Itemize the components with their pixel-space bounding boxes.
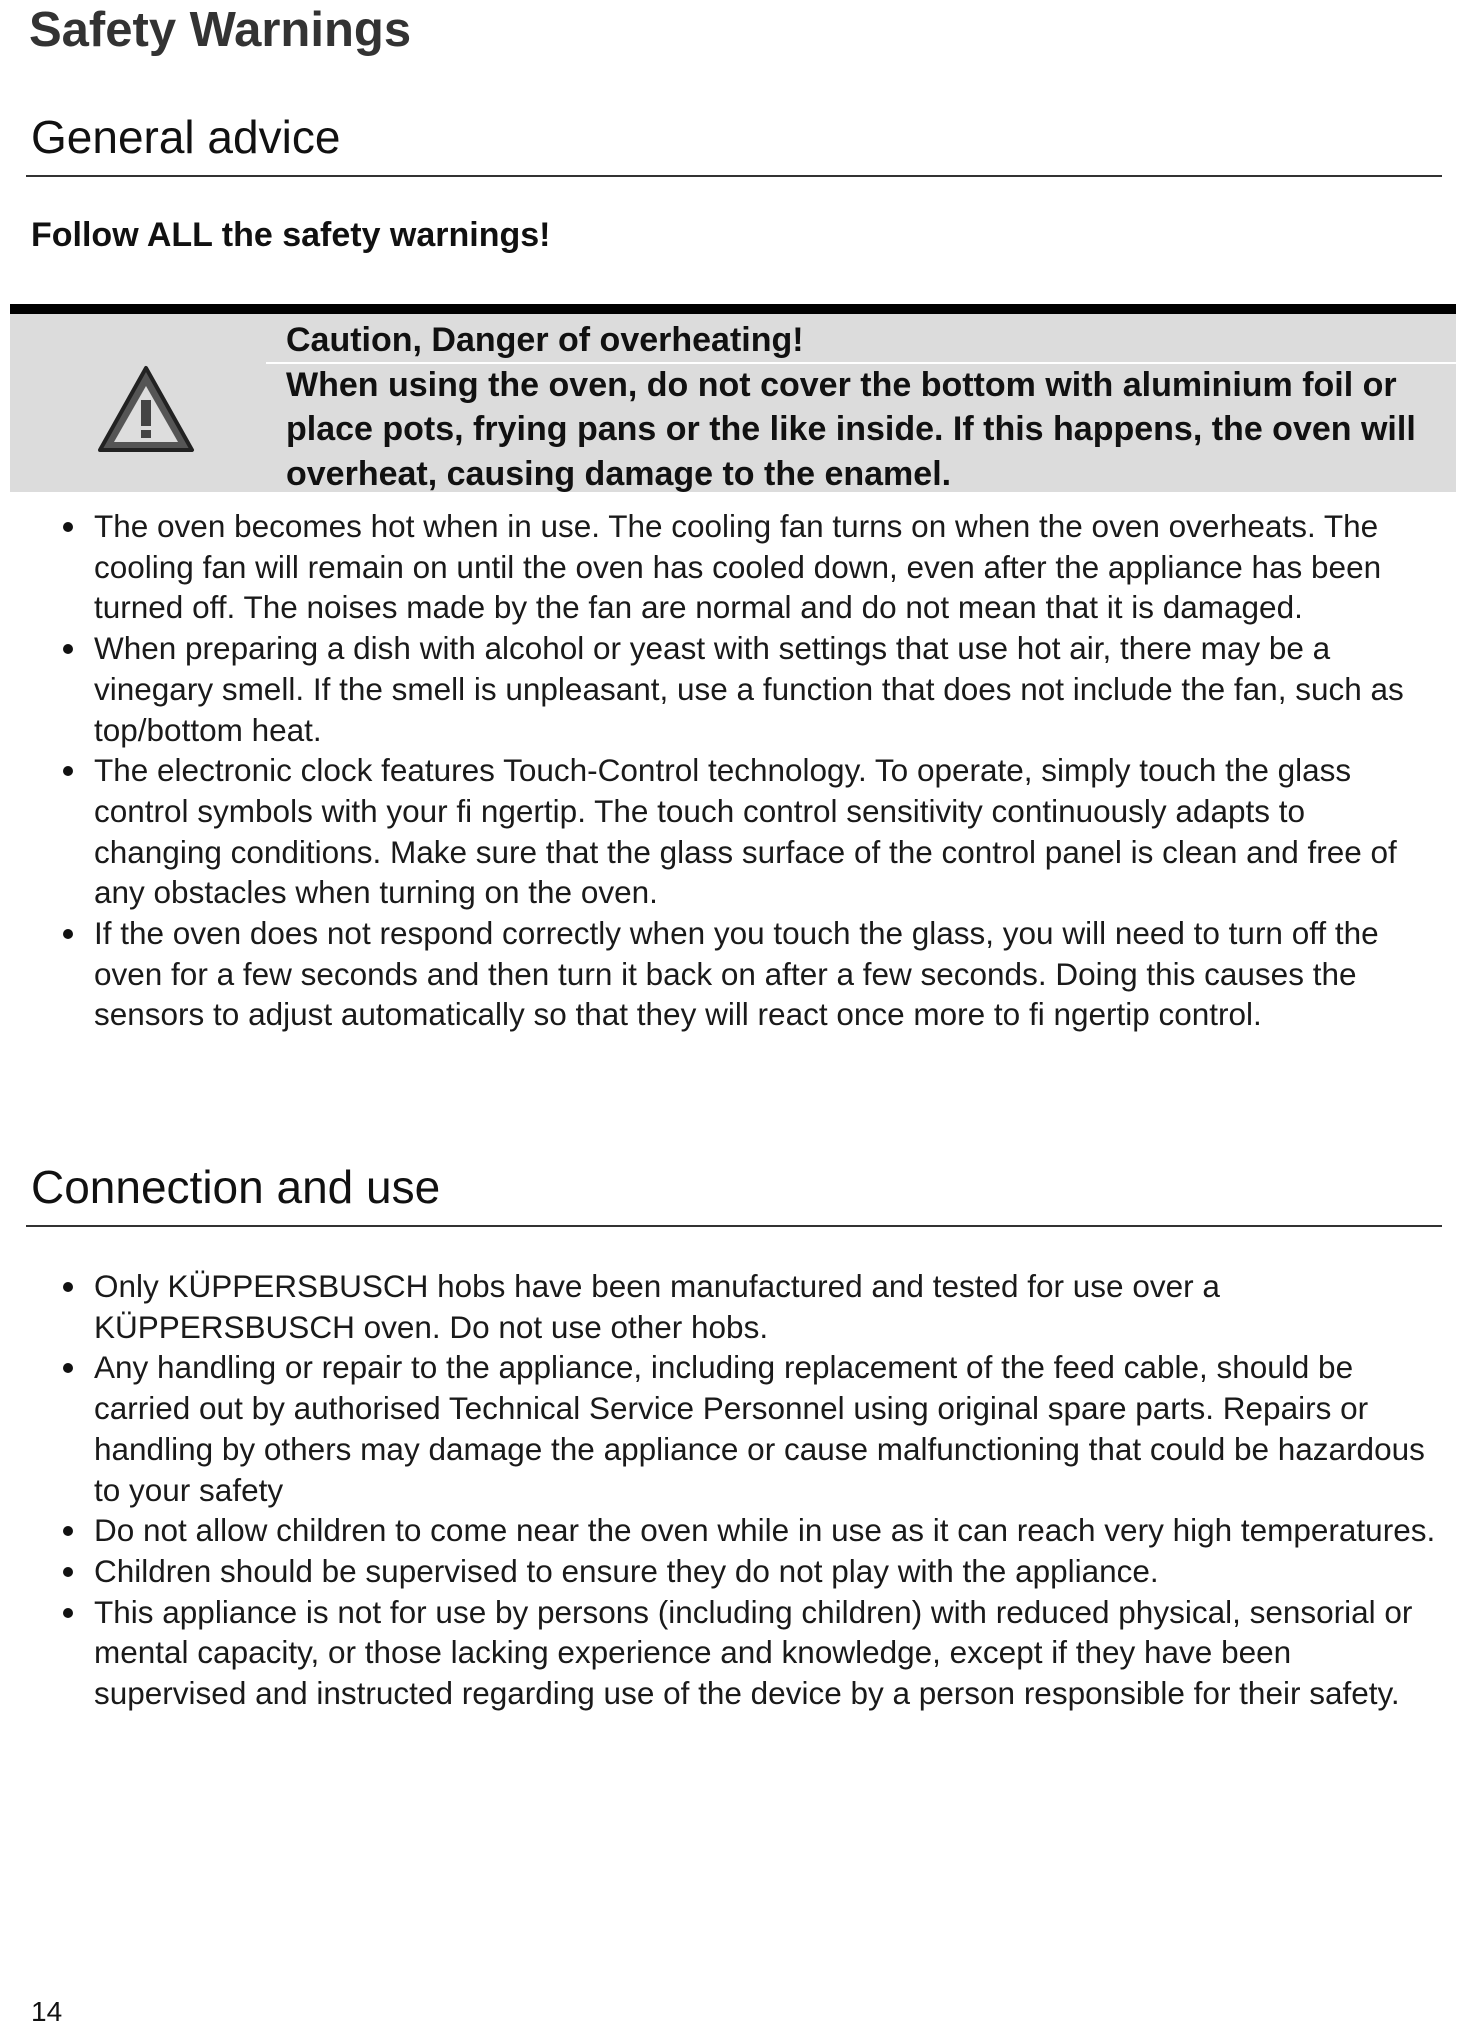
list-item: Only KÜPPERSBUSCH hobs have been manufactured and tested for use over a KÜPPERSBUSCH oven. Do not use other hobs. (0, 1266, 1440, 1347)
warning-title: Caution, Danger of overheating! (286, 321, 804, 359)
connection-and-use-list (0, 1266, 1440, 1714)
page-title: Safety Warnings (29, 3, 412, 57)
overheating-warning-box (10, 304, 1456, 492)
list-item: Children should be supervised to ensure they do not play with the appliance. (0, 1551, 1440, 1592)
safety-lead-text: Follow ALL the safety warnings! (31, 216, 551, 254)
warning-text (286, 318, 1426, 496)
list-item: This appliance is not for use by persons (including children) with reduced physical, sensorial or mental capacity, or those lacking experience and knowledge, except if they have been supervised and instructed regarding use of the device by a person responsible for their safety. (0, 1592, 1440, 1714)
bullet-icon (63, 1363, 73, 1373)
bullet-icon (63, 1282, 73, 1292)
bullet-icon (63, 1526, 73, 1536)
general-advice-heading: General advice (31, 111, 341, 163)
general-advice-list (0, 506, 1440, 1035)
warning-triangle-icon (96, 364, 196, 454)
list-item: The oven becomes hot when in use. The cooling fan turns on when the oven overheats. The cooling fan will remain on until the oven has cooled down, even after the appliance has been turned off. The noises made by the fan are normal and do not mean that it is damaged. (0, 506, 1440, 628)
general-advice-rule (26, 175, 1442, 177)
bullet-icon (63, 522, 73, 532)
bullet-icon (63, 1608, 73, 1618)
warning-body: When using the oven, do not cover the bottom with aluminium foil or place pots, frying pans or the like inside. If this happens, the oven will overheat, causing damage to the enamel. (286, 365, 1416, 493)
bullet-icon (63, 929, 73, 939)
connection-and-use-heading: Connection and use (31, 1161, 441, 1213)
connection-and-use-rule (26, 1225, 1442, 1227)
list-item: Do not allow children to come near the oven while in use as it can reach very high temperatures. (0, 1510, 1440, 1551)
bullet-icon (63, 644, 73, 654)
list-item: Any handling or repair to the appliance, including replacement of the feed cable, should be carried out by authorised Technical Service Personnel using original spare parts. Repairs or handling by others may damage the appliance or cause malfunctioning that could be hazardous to your safety (0, 1347, 1440, 1510)
page-number: 14 (31, 1996, 63, 2027)
list-item: When preparing a dish with alcohol or yeast with settings that use hot air, there may be a vinegary smell. If the smell is unpleasant, use a function that does not include the fan, such as top/bottom heat. (0, 628, 1440, 750)
bullet-icon (63, 766, 73, 776)
list-item: The electronic clock features Touch-Control technology. To operate, simply touch the glass control symbols with your fi ngertip. The touch control sensitivity continuously adapts to changing conditions. Make sure that the glass surface of the control panel is clean and free of any obstacles when turning on the oven. (0, 750, 1440, 913)
list-item: If the oven does not respond correctly when you touch the glass, you will need to turn off the oven for a few seconds and then turn it back on after a few seconds. Doing this causes the sensors to adjust automatically so that they will react once more to fi ngertip control. (0, 913, 1440, 1035)
bullet-icon (63, 1567, 73, 1577)
